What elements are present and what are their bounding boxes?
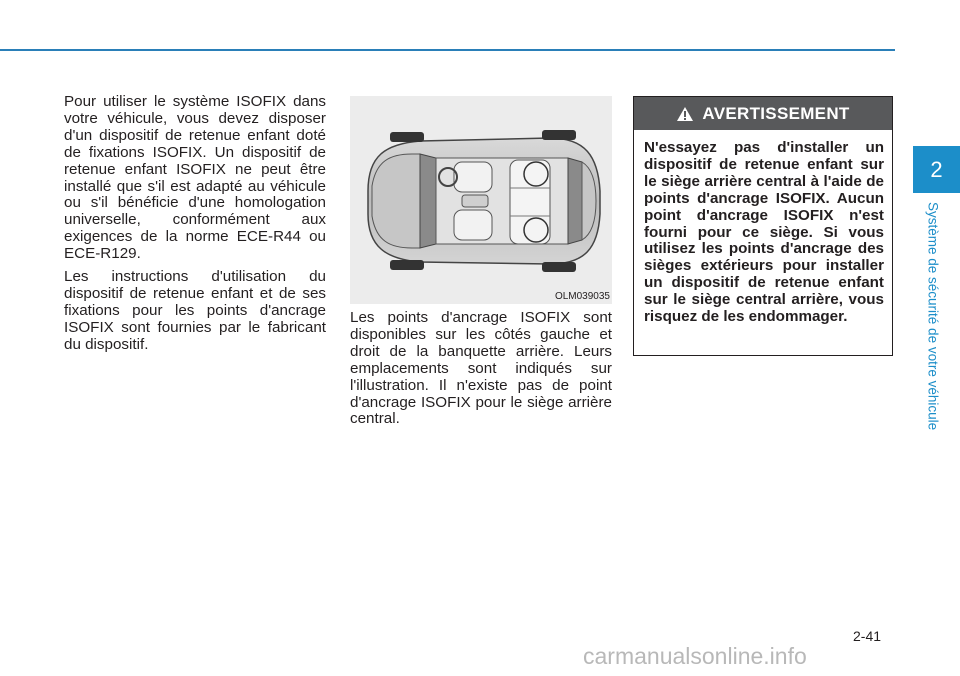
warning-text: N'essayez pas d'installer un dispositif de retenue enfant sur le siège arrière central à l'aide de points d'ancrage ISOFIX. Aucun point d'ancrage ISOFIX n'est fourni pour ce siège. Si vous utilisez les points d'ancrage des sièges extérieurs pour installer un dispositif de retenue enfant sur le siège central arrière, vous risquez de les endommager. xyxy=(644,139,884,326)
chapter-tab xyxy=(913,146,960,193)
paragraph: Pour utiliser le système ISOFIX dans votre véhicule, vous devez disposer d'un dispositif de retenue enfant doté de fixations ISOFIX. Un dispositif de retenue enfant ISOFIX ne peut être installé que s'il est adapté au véhicule ou s'il bénéficie d'une homologation universelle, conformément aux exigences de la norme ECE-R44 ou ECE-R129. xyxy=(64,93,326,263)
chapter-number: 2 xyxy=(930,156,943,182)
paragraph: Les points d'ancrage ISOFIX sont disponibles sur les côtés gauche et droit de la banquette arrière. Leurs emplacements sont indiqués sur l'illustration. Il n'existe pas de point d'ancrage ISOFIX pour le siège arrière central. xyxy=(350,309,612,428)
warning-triangle-icon xyxy=(676,106,694,122)
warning-header xyxy=(634,97,892,130)
warning-box xyxy=(633,96,893,356)
car-top-view-illustration xyxy=(350,96,612,304)
header-rule xyxy=(0,49,895,51)
page-number: 2-41 xyxy=(853,628,882,644)
figure-code: OLM039035 xyxy=(554,291,610,302)
chapter-side-title xyxy=(923,202,943,454)
left-column xyxy=(64,94,326,360)
watermark: carmanualsonline.info xyxy=(583,643,807,669)
paragraph: Les instructions d'utilisation du dispositif de retenue enfant et de ses fixations pour les points d'ancrage ISOFIX sont fournies par le fabricant du dispositif. xyxy=(64,268,326,353)
chapter-title: Système de sécurité de votre véhicule xyxy=(925,202,941,431)
middle-column xyxy=(350,310,612,434)
warning-title: AVERTISSEMENT xyxy=(702,103,850,123)
